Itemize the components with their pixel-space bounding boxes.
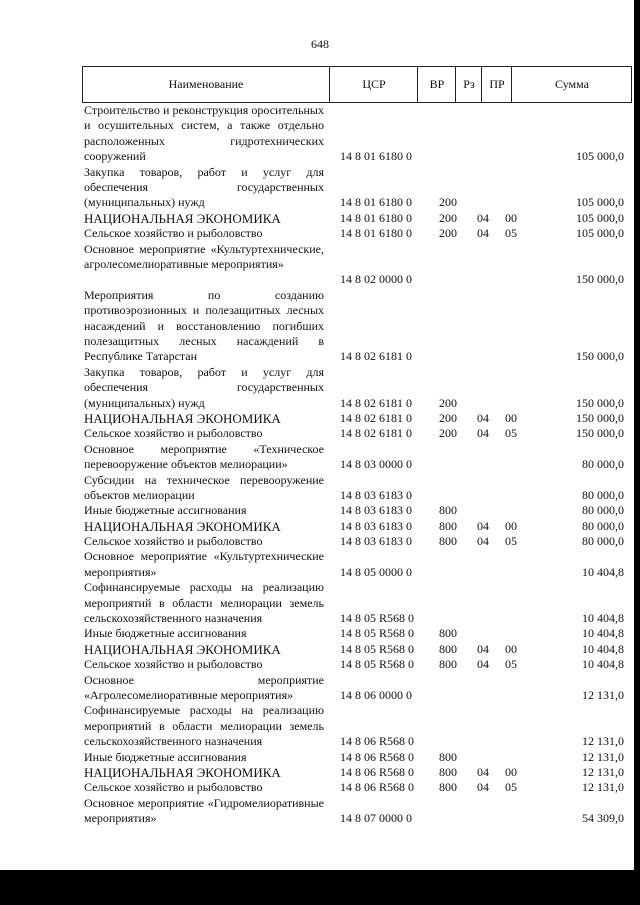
- row-name: НАЦИОНАЛЬНАЯ ЭКОНОМИКА: [84, 518, 281, 534]
- row-sum: 10 404,8: [582, 657, 624, 672]
- row-name: Сельское хозяйство и рыболовство: [84, 426, 263, 441]
- row-name: Софинансируемые расходы на реализацию мероприятий в области мелиорации земель сельскохозяйственного назначения: [84, 703, 324, 749]
- row-vr: 800: [439, 503, 457, 518]
- row-name: Строительство и реконструкция оросительных и осушительных систем, а также отдельно расположенных гидротехнических сооружений: [84, 103, 324, 164]
- table-row: [0, 642, 640, 657]
- table-row: [0, 365, 640, 411]
- row-name: Основное мероприятие «Техническое перевооружение объектов мелиорации»: [84, 441, 324, 472]
- row-sum: 105 000,0: [576, 195, 624, 210]
- table-row: [0, 534, 640, 549]
- row-pr: 05: [505, 780, 517, 795]
- row-vr: 200: [439, 226, 457, 241]
- row-pr: 00: [505, 641, 517, 656]
- row-rz: 04: [477, 780, 489, 795]
- row-sum: 105 000,0: [576, 226, 624, 241]
- row-sum: 10 404,8: [582, 641, 624, 656]
- row-csr: 14 8 03 6183 0: [340, 518, 412, 533]
- row-name: Основное мероприятие «Культуртехнические, агролесомелиоративные мероприятия»: [84, 241, 324, 271]
- row-pr: 05: [505, 226, 517, 241]
- row-csr: 14 8 01 6180 0: [340, 195, 412, 210]
- row-pr: 05: [505, 534, 517, 549]
- row-csr: 14 8 06 0000 0: [340, 688, 412, 703]
- row-csr: 14 8 02 6181 0: [340, 395, 412, 410]
- table-row: [0, 426, 640, 441]
- row-sum: 12 131,0: [582, 734, 624, 749]
- table-row: [0, 103, 640, 165]
- row-name: Сельское хозяйство и рыболовство: [84, 226, 263, 241]
- row-rz: 04: [477, 765, 489, 779]
- row-csr: 14 8 06 R568 0: [340, 749, 415, 764]
- table-body: [0, 103, 640, 827]
- row-csr: 14 8 05 R568 0: [340, 657, 415, 672]
- row-csr: 14 8 06 R568 0: [340, 734, 415, 749]
- table-row: [0, 519, 640, 534]
- table-row: [0, 703, 640, 749]
- row-rz: 04: [477, 534, 489, 549]
- page-number: 648: [311, 37, 329, 51]
- row-name: Сельское хозяйство и рыболовство: [84, 657, 263, 672]
- row-pr: 00: [505, 518, 517, 533]
- scan-edge-right: [634, 0, 640, 905]
- row-vr: 800: [439, 534, 457, 549]
- row-vr: 200: [439, 410, 457, 425]
- row-vr: 800: [439, 780, 457, 795]
- table-row: [0, 288, 640, 365]
- table-row: [0, 765, 640, 780]
- row-name: НАЦИОНАЛЬНАЯ ЭКОНОМИКА: [84, 210, 281, 226]
- row-sum: 80 000,0: [582, 487, 624, 502]
- row-csr: 14 8 01 6180 0: [340, 226, 412, 241]
- row-pr: 00: [505, 765, 517, 779]
- table-row: [0, 549, 640, 580]
- row-sum: 150 000,0: [576, 410, 624, 425]
- row-csr: 14 8 03 6183 0: [340, 487, 412, 502]
- row-name: Субсидии на техническое перевооружение объектов мелиорации: [84, 472, 324, 502]
- table-row: [0, 242, 640, 288]
- row-rz: 04: [477, 210, 489, 225]
- row-pr: 00: [505, 410, 517, 425]
- row-name: НАЦИОНАЛЬНАЯ ЭКОНОМИКА: [84, 765, 281, 781]
- table-row: [0, 780, 640, 795]
- row-vr: 800: [439, 657, 457, 672]
- row-csr: 14 8 02 0000 0: [340, 272, 412, 287]
- row-rz: 04: [477, 226, 489, 241]
- row-vr: 200: [439, 210, 457, 225]
- header-name: Наименование: [168, 77, 244, 91]
- header-sum: Сумма: [511, 67, 632, 102]
- scan-edge-bottom: [0, 870, 640, 905]
- row-sum: 150 000,0: [576, 272, 624, 287]
- row-pr: 05: [505, 657, 517, 672]
- row-sum: 12 131,0: [582, 780, 624, 795]
- table-row: [0, 580, 640, 626]
- table-row: [0, 442, 640, 473]
- table-row: [0, 750, 640, 765]
- row-rz: 04: [477, 518, 489, 533]
- row-csr: 14 8 06 R568 0: [340, 780, 415, 795]
- table-row: [0, 626, 640, 641]
- row-name: Иные бюджетные ассигнования: [84, 626, 247, 641]
- row-name: Сельское хозяйство и рыболовство: [84, 534, 263, 549]
- header-csr: ЦСР: [329, 67, 418, 102]
- row-sum: 80 000,0: [582, 534, 624, 549]
- row-sum: 105 000,0: [576, 149, 624, 164]
- row-vr: 200: [439, 195, 457, 210]
- header-pr: ПР: [481, 67, 512, 102]
- table-row: [0, 657, 640, 672]
- row-csr: 14 8 05 R568 0: [340, 611, 415, 626]
- row-csr: 14 8 05 R568 0: [340, 626, 415, 641]
- table-row: [0, 165, 640, 211]
- row-name: Основное мероприятие «Агролесомелиоративные мероприятия»: [84, 672, 324, 703]
- row-sum: 105 000,0: [576, 210, 624, 225]
- row-name: Иные бюджетные ассигнования: [84, 749, 247, 764]
- row-sum: 12 131,0: [582, 688, 624, 703]
- row-vr: 800: [439, 518, 457, 533]
- table-row: [0, 226, 640, 241]
- row-sum: 80 000,0: [582, 503, 624, 518]
- row-pr: 00: [505, 210, 517, 225]
- row-csr: 14 8 02 6181 0: [340, 410, 412, 425]
- table-header: [82, 66, 632, 103]
- row-sum: 80 000,0: [582, 518, 624, 533]
- row-sum: 150 000,0: [576, 426, 624, 441]
- row-vr: 800: [439, 641, 457, 656]
- row-vr: 800: [439, 749, 457, 764]
- table-row: [0, 796, 640, 827]
- row-csr: 14 8 06 R568 0: [340, 765, 415, 779]
- row-vr: 200: [439, 395, 457, 410]
- row-vr: 200: [439, 426, 457, 441]
- row-name: Основное мероприятие «Культуртехнические мероприятия»: [84, 549, 324, 579]
- row-name: Закупка товаров, работ и услуг для обеспечения государственных (муниципальных) нужд: [84, 364, 324, 410]
- row-csr: 14 8 03 0000 0: [340, 457, 412, 472]
- table-row: [0, 211, 640, 226]
- table-row: [0, 411, 640, 426]
- row-csr: 14 8 02 6181 0: [340, 426, 412, 441]
- header-vr: ВР: [417, 67, 456, 102]
- row-name: Иные бюджетные ассигнования: [84, 503, 247, 518]
- row-sum: 10 404,8: [582, 611, 624, 626]
- row-pr: 05: [505, 426, 517, 441]
- row-name: НАЦИОНАЛЬНАЯ ЭКОНОМИКА: [84, 410, 281, 426]
- table-row: [0, 503, 640, 518]
- row-rz: 04: [477, 410, 489, 425]
- row-sum: 150 000,0: [576, 395, 624, 410]
- header-rz: Рз: [455, 67, 482, 102]
- row-rz: 04: [477, 426, 489, 441]
- row-name: Закупка товаров, работ и услуг для обеспечения государственных (муниципальных) нужд: [84, 164, 324, 210]
- row-vr: 800: [439, 626, 457, 641]
- row-sum: 12 131,0: [582, 765, 624, 779]
- row-name: Софинансируемые расходы на реализацию мероприятий в области мелиорации земель сельскохозяйственного назначения: [84, 580, 324, 626]
- row-rz: 04: [477, 657, 489, 672]
- row-sum: 80 000,0: [582, 457, 624, 472]
- row-sum: 54 309,0: [582, 811, 624, 826]
- row-name: НАЦИОНАЛЬНАЯ ЭКОНОМИКА: [84, 641, 281, 657]
- row-sum: 12 131,0: [582, 749, 624, 764]
- row-name: Мероприятия по созданию противоэрозионных и полезащитных лесных насаждений и восстановлению погибших полезащитных лесных насаждений в Республике Татарстан: [84, 287, 324, 364]
- row-csr: 14 8 01 6180 0: [340, 149, 412, 164]
- row-csr: 14 8 01 6180 0: [340, 210, 412, 225]
- row-csr: 14 8 03 6183 0: [340, 534, 412, 549]
- row-csr: 14 8 02 6181 0: [340, 349, 412, 364]
- row-csr: 14 8 05 0000 0: [340, 564, 412, 579]
- table-row: [0, 473, 640, 504]
- row-sum: 10 404,8: [582, 564, 624, 579]
- row-rz: 04: [477, 641, 489, 656]
- row-name: Основное мероприятие «Гидромелиоративные мероприятия»: [84, 795, 324, 826]
- table-row: [0, 673, 640, 704]
- row-vr: 800: [439, 765, 457, 779]
- row-csr: 14 8 03 6183 0: [340, 503, 412, 518]
- row-sum: 150 000,0: [576, 349, 624, 364]
- row-name: Сельское хозяйство и рыболовство: [84, 780, 263, 795]
- row-sum: 10 404,8: [582, 626, 624, 641]
- row-csr: 14 8 05 R568 0: [340, 641, 415, 656]
- row-csr: 14 8 07 0000 0: [340, 811, 412, 826]
